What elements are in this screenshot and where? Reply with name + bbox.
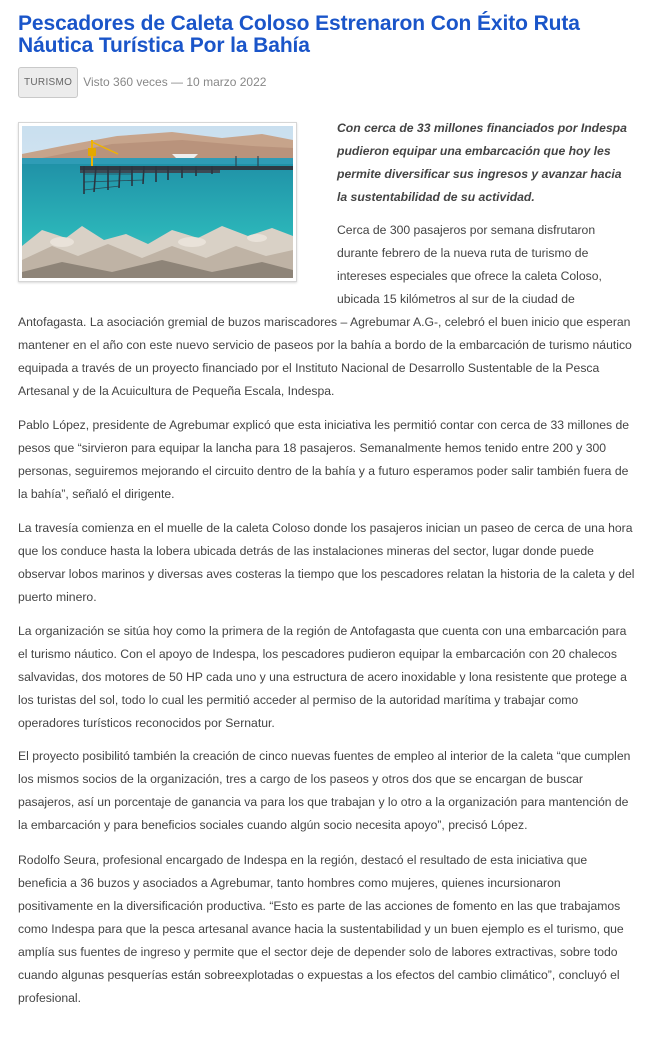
paragraph-1-start: Cerca de 300 pasajeros por semana disfrutaron durante febrero de la nueva ruta de turismo de intereses especiales que ofrece la caleta Coloso, ubicada 15 kilómetros al sur de la ciudad de — [337, 223, 602, 306]
article-meta — [18, 67, 266, 97]
paragraph-2: Pablo López, presidente de Agrebumar explicó que esta iniciativa les permitió contar con cerca de 33 millones de pesos que “sirvieron para equipar la lancha para 18 pasajeros. Semanalmente hemos tenido entre 200 y 300 personas, seguiremos mejorando el circuito dentro de la bahía y a futuro esperamos poder salir también fuera de la bahía”, señaló el dirigente. — [18, 418, 630, 501]
article-image — [18, 122, 297, 282]
views-date: Visto 360 veces — 10 marzo 2022 — [83, 75, 267, 89]
paragraph-6: Rodolfo Seura, profesional encargado de Indespa en la región, destacó el resultado de esta iniciativa que beneficia a 36 buzos y asociados a Agrebumar, tanto hombres como mujeres, quienes incursionaron positivamente en la diversificación productiva. “Esto es parte de las acciones de fomento en las que trabajamos como Indespa para que la pesca artesanal avance hacia la sustentabilidad y un buen ejemplo es el turismo, que amplía sus fuentes de ingreso y permite que el sector deje de depender solo de labores extractivas, sobre todo cuando algunas pesquerías están sobreexplotadas o expuestas a los efectos del cambio climático”, concluyó el profesional. — [18, 853, 624, 1005]
paragraph-3: La travesía comienza en el muelle de la caleta Coloso donde los pasajeros inician un paseo de cerca de una hora que los conduce hasta la lobera ubicada detrás de las instalaciones mineras del sector, lugar donde puede observar lobos marinos y diversas aves costeras la tiempo que los pescadores relatan la historia de la caleta y del puerto minero. — [18, 521, 635, 604]
category-tag[interactable]: TURISMO — [18, 67, 78, 98]
paragraph-5: El proyecto posibilitó también la creación de cinco nuevas fuentes de empleo al interior de la caleta “que cumplen los mismos socios de la organización, tres a cargo de los paseos y otros dos que se encargan de buscar pasajeros, así un porcentaje de ganancia va para los que trabajan y lo otro a la organización para mantención de la embarcación y para beneficios sociales cuando algún socio necesita apoyo”, precisó López. — [18, 749, 631, 832]
pier-photo-icon — [22, 126, 293, 278]
paragraph-1-end: Antofagasta. La asociación gremial de buzos mariscadores – Agrebumar A.G-, celebró el buen inicio que esperan mantener en el año con este nuevo servicio de paseos por la bahía a bordo de la embarcación de turismo náutico equipada a través de un proyecto financiado por el Instituto Nacional de Desarrollo Sustentable de la Pesca Artesanal y de la Acuicultura de Pequeña Escala, Indespa. — [18, 315, 632, 398]
article-lead: Con cerca de 33 millones financiados por Indespa pudieron equipar una embarcación que hoy les permite diversificar sus ingresos y avanzar hacia la sustentabilidad de su actividad. — [337, 121, 627, 204]
paragraph-4: La organización se sitúa hoy como la primera de la región de Antofagasta que cuenta con una embarcación para el turismo náutico. Con el apoyo de Indespa, los pescadores pudieron equipar la embarcación con 20 chalecos salvavidas, dos motores de 50 HP cada uno y una estructura de acero inoxidable y lona resistente que protege a los turistas del sol, todo lo cual les permitió acceder al permiso de la autoridad marítima y trabajar como operadores turísticos reconocidos por Sernatur. — [18, 624, 627, 730]
article-title[interactable]: Pescadores de Caleta Coloso Estrenaron Con Éxito Ruta Náutica Turística Por la Bahía — [18, 12, 580, 57]
